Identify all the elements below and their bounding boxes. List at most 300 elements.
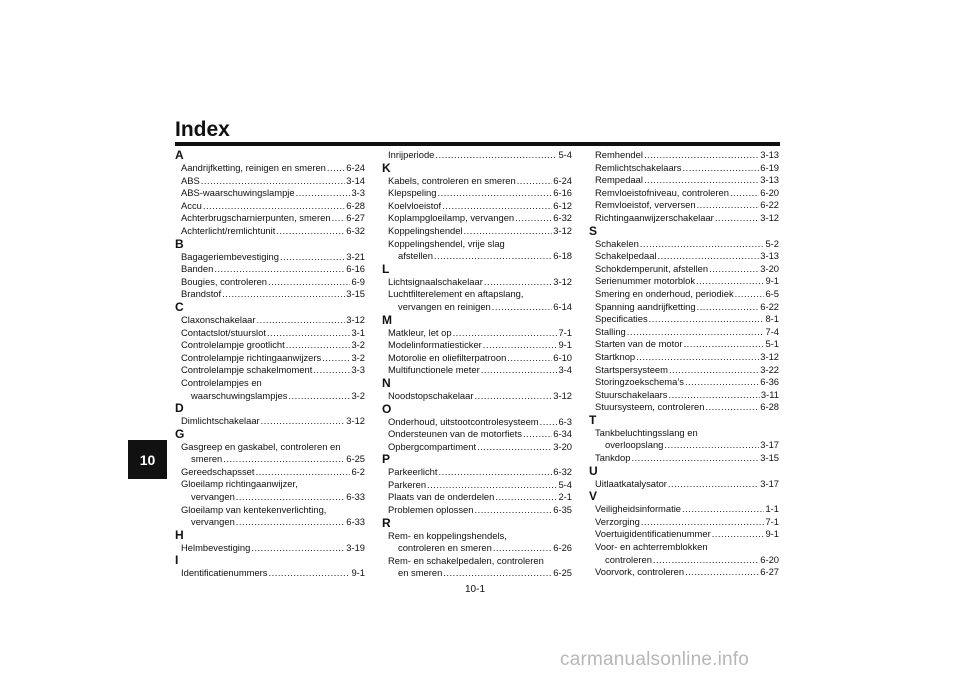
index-letter-heading: S: [589, 223, 598, 238]
index-entry-text: smeren: [191, 453, 223, 465]
index-letter-heading: U: [589, 463, 598, 478]
index-entry-page: 6-25: [346, 453, 365, 465]
index-entry: [178, 441, 365, 454]
dot-leader: [735, 288, 765, 301]
dot-leader: [286, 339, 351, 352]
dot-leader: [268, 276, 350, 289]
dot-leader: [288, 390, 350, 403]
dot-leader: [477, 441, 552, 454]
index-entry: [178, 162, 365, 175]
index-entry: [385, 175, 572, 188]
chapter-tab: 10: [128, 440, 167, 479]
index-entry-page: 3-2: [351, 351, 365, 363]
index-entry-text: Controlelampje schakelmoment: [181, 364, 313, 376]
index-entry-text: Gereedschapsset: [181, 465, 255, 477]
index-entry-page: 3-14: [346, 174, 365, 186]
dot-leader: [437, 187, 552, 200]
index-entry-page: 3-17: [760, 477, 779, 489]
index-entry-page: 3-12: [346, 313, 365, 325]
index-entry-text: Opbergcompartiment: [388, 440, 477, 452]
index-entry-text: Remhendel: [595, 149, 643, 160]
index-entry: [385, 276, 572, 289]
dot-leader: [214, 263, 345, 276]
dot-leader: [715, 212, 759, 225]
dot-leader: [685, 566, 759, 579]
index-entry-page: 6-32: [553, 212, 572, 224]
dot-leader: [641, 516, 765, 529]
index-entry-page: 3-12: [553, 275, 572, 287]
index-entry: [592, 401, 779, 414]
index-entry-page: 3-4: [558, 364, 572, 376]
dot-leader: [653, 554, 759, 567]
index-entry-text: Contactslot/stuurslot: [181, 326, 266, 338]
index-entry-page: 6-24: [346, 162, 365, 173]
index-entry: [385, 441, 572, 454]
index-entry-text: Accu: [181, 199, 202, 211]
index-entry-page: 6-16: [553, 187, 572, 199]
index-entry-text: Bagageriembevestiging: [181, 250, 279, 262]
index-entry-text: Dimlichtschakelaar: [181, 415, 260, 427]
index-entry: [385, 428, 572, 441]
index-entry-page: 6-20: [760, 553, 779, 565]
index-entry-text: Koppelingshendel: [388, 224, 463, 236]
index-entry: [592, 478, 779, 491]
index-column-1: [175, 148, 365, 580]
index-entry-text: Controlelampjes en: [181, 376, 262, 388]
index-entry-text: controleren: [605, 553, 652, 565]
dot-leader: [697, 199, 760, 212]
index-entry: [592, 452, 779, 465]
index-entry-page: 6-26: [553, 542, 572, 554]
index-entry: [592, 541, 779, 554]
index-entry: [385, 491, 572, 504]
index-entry-text: waarschuwingslampjes: [191, 389, 288, 401]
dot-leader: [631, 452, 759, 465]
index-entry: [178, 327, 365, 340]
dot-leader: [640, 238, 765, 251]
index-entry-text: Modelinformatiesticker: [388, 339, 482, 351]
dot-leader: [313, 364, 350, 377]
index-entry-page: 5-4: [558, 149, 572, 160]
watermark: carmanualsonline.info: [560, 649, 750, 670]
index-entry: [592, 288, 779, 301]
page-number: 10-1: [465, 584, 486, 595]
index-entry-text: vervangen: [191, 516, 235, 528]
index-entry-page: 6-19: [760, 161, 779, 173]
index-entry: [385, 479, 572, 492]
index-entry-text: Richtingaanwijzerschakelaar: [595, 211, 714, 223]
dot-leader: [483, 339, 558, 352]
index-entry: [385, 567, 572, 580]
index-entry-text: Starten van de motor: [595, 338, 683, 350]
index-entry: [592, 238, 779, 251]
index-entry-text: Luchtfilterelement en aftapslang,: [388, 288, 524, 300]
index-entry-page: 6-20: [760, 186, 779, 198]
index-entry-text: Noodstopschakelaar: [388, 389, 474, 401]
index-entry: [178, 212, 365, 225]
index-entry-text: Onderhoud, uitstootcontrolesysteem: [388, 415, 539, 427]
dot-leader: [236, 491, 345, 504]
dot-leader: [427, 479, 557, 492]
index-entry-text: Controlelampje grootlicht: [181, 339, 285, 351]
index-entry: [385, 416, 572, 429]
index-entry-text: afstellen: [398, 250, 433, 262]
index-entry-text: ABS: [181, 174, 200, 186]
dot-leader: [636, 351, 759, 364]
dot-leader: [223, 453, 345, 466]
index-entry-text: Remlichtschakelaars: [595, 161, 682, 173]
index-entry-page: 6-33: [346, 491, 365, 503]
index-entry-text: Parkeren: [388, 478, 427, 490]
dot-leader: [627, 326, 765, 339]
dot-leader: [439, 466, 553, 479]
dot-leader: [685, 376, 759, 389]
index-entry-page: 3-12: [553, 224, 572, 236]
index-entry-page: 6-28: [760, 401, 779, 413]
index-entry-page: 6-36: [760, 376, 779, 388]
dot-leader: [668, 389, 759, 402]
index-entry: [592, 516, 779, 529]
index-entry: [178, 504, 365, 517]
index-entry: [592, 301, 779, 314]
dot-leader: [712, 528, 765, 541]
index-entry: [178, 288, 365, 301]
index-entry-page: 3-20: [760, 262, 779, 274]
dot-leader: [669, 364, 759, 377]
dot-leader: [236, 516, 345, 529]
index-letter-heading: L: [382, 261, 390, 276]
index-entry-text: Rem- en schakelpedalen, controleren: [388, 554, 544, 566]
index-entry-text: vervangen en reinigen: [398, 300, 491, 312]
index-entry-text: Smering en onderhoud, periodiek: [595, 287, 734, 299]
index-entry: [385, 149, 572, 162]
index-entry: [592, 326, 779, 339]
dot-leader: [683, 162, 760, 175]
index-entry-text: Klepspeling: [388, 187, 437, 199]
dot-leader: [730, 187, 759, 200]
index-entry-page: 6-27: [346, 212, 365, 224]
index-entry-text: Stuurschakelaars: [595, 388, 668, 400]
dot-leader: [517, 175, 553, 188]
dot-leader: [257, 314, 346, 327]
index-entry-page: 6-24: [553, 174, 572, 186]
index-entry: [385, 212, 572, 225]
index-entry-page: 6-2: [351, 465, 365, 477]
dot-leader: [515, 212, 552, 225]
dot-leader: [668, 478, 759, 491]
index-entry-page: 3-21: [346, 250, 365, 262]
index-entry-text: Brandstof: [181, 288, 222, 300]
index-entry-text: Kabels, controleren en smeren: [388, 174, 516, 186]
index-entry: [178, 276, 365, 289]
index-entry: [592, 566, 779, 579]
index-entry-page: 9-1: [351, 567, 365, 579]
index-entry-text: Schakelen: [595, 237, 639, 249]
index-entry: [592, 427, 779, 440]
page-title: Index: [175, 118, 230, 141]
index-entry: [385, 466, 572, 479]
index-entry: [385, 238, 572, 251]
index-entry-text: Plaats van de onderdelen: [388, 491, 495, 503]
dot-leader: [443, 567, 552, 580]
index-letter-heading: V: [589, 489, 598, 504]
index-entry: [178, 567, 365, 580]
index-entry-text: Lichtsignaalschakelaar: [388, 275, 483, 287]
index-letter-heading: M: [382, 312, 392, 327]
index-entry-page: 3-1: [351, 326, 365, 338]
dot-leader: [705, 401, 759, 414]
index-entry: [385, 390, 572, 403]
index-entry-text: ABS-waarschuwingslampje: [181, 187, 295, 199]
dot-leader: [276, 225, 345, 238]
index-entry: [178, 187, 365, 200]
index-entry: [178, 491, 365, 504]
index-entry-text: Tankbeluchtingsslang en: [595, 426, 698, 438]
index-entry: [592, 376, 779, 389]
index-letter-heading: D: [175, 401, 184, 416]
index-entry: [592, 250, 779, 263]
index-entry: [178, 339, 365, 352]
index-entry-text: Helmbevestiging: [181, 541, 251, 553]
dot-leader: [453, 327, 558, 340]
index-entry-page: 3-15: [346, 288, 365, 300]
index-entry-text: Gloeilamp richtingaanwijzer,: [181, 478, 298, 490]
index-entry-page: 3-2: [351, 389, 365, 401]
index-entry-page: 9-1: [558, 339, 572, 351]
dot-leader: [507, 352, 552, 365]
index-entry: [178, 453, 365, 466]
index-entry-text: Remvloeistofniveau, controleren: [595, 186, 729, 198]
index-entry-text: Voertuigidentificatienummer: [595, 528, 711, 540]
index-entry: [592, 351, 779, 364]
index-entry-text: Gasgreep en gaskabel, controleren en: [181, 440, 341, 452]
index-entry-text: Remvloeistof, verversen: [595, 199, 696, 211]
dot-leader: [203, 200, 345, 213]
index-entry-page: 3-12: [346, 415, 365, 427]
title-underline: [175, 142, 780, 146]
index-entry: [592, 174, 779, 187]
index-entry-page: 5-4: [558, 478, 572, 490]
index-letter-heading: N: [382, 375, 391, 390]
dot-leader: [280, 251, 345, 264]
index-entry-text: Spanning aandrijfketting: [595, 300, 696, 312]
index-entry: [592, 275, 779, 288]
index-entry: [592, 528, 779, 541]
index-entry-page: 7-1: [558, 326, 572, 338]
index-letter-heading: P: [382, 452, 391, 467]
dot-leader: [332, 212, 346, 225]
index-entry-text: Veiligheidsinformatie: [595, 503, 681, 515]
index-entry: [385, 352, 572, 365]
dot-leader: [697, 301, 760, 314]
index-entry: [385, 187, 572, 200]
index-entry: [385, 250, 572, 263]
index-entry: [178, 352, 365, 365]
index-entry-text: Identificatienummers: [181, 567, 268, 579]
index-entry-text: Achterlicht/remlichtunit: [181, 224, 276, 236]
index-entry: [592, 212, 779, 225]
index-entry-page: 5-2: [765, 237, 779, 249]
index-entry-text: Parkeerlicht: [388, 466, 438, 478]
index-entry: [385, 288, 572, 301]
index-entry: [178, 516, 365, 529]
index-entry: [178, 251, 365, 264]
index-entry: [592, 364, 779, 377]
index-entry-page: 7-1: [765, 515, 779, 527]
index-entry: [592, 187, 779, 200]
index-entry-page: 5-1: [765, 338, 779, 350]
index-entry-page: 3-13: [760, 250, 779, 262]
index-entry-text: Verzorging: [595, 515, 640, 527]
index-entry-text: Schokdemperunit, afstellen: [595, 262, 709, 274]
index-entry-page: 6-32: [346, 224, 365, 236]
index-entry-text: Koplampgloeilamp, vervangen: [388, 212, 515, 224]
index-letter-heading: I: [175, 553, 179, 568]
index-entry-text: Bougies, controleren: [181, 275, 267, 287]
index-entry-text: Motorolie en oliefilterpatroon: [388, 351, 507, 363]
index-entry: [592, 263, 779, 276]
index-entry-page: 3-13: [760, 174, 779, 186]
dot-leader: [495, 491, 557, 504]
index-letter-heading: C: [175, 299, 184, 314]
dot-leader: [540, 416, 558, 429]
index-entry-page: 6-28: [346, 199, 365, 211]
dot-leader: [696, 275, 764, 288]
index-entry-page: 6-22: [760, 300, 779, 312]
dot-leader: [644, 149, 759, 162]
dot-leader: [267, 327, 351, 340]
index-entry-page: 1-1: [765, 503, 779, 515]
index-entry: [592, 199, 779, 212]
index-entry: [592, 338, 779, 351]
index-entry-text: Stuursysteem, controleren: [595, 401, 705, 413]
index-entry-page: 6-33: [346, 516, 365, 528]
index-entry-page: 3-12: [553, 389, 572, 401]
index-entry: [385, 530, 572, 543]
index-entry-text: Achterbrugscharnierpunten, smeren: [181, 212, 331, 224]
index-letter-heading: T: [589, 412, 597, 427]
index-column-3: [589, 149, 779, 579]
index-entry-page: 3-19: [346, 541, 365, 553]
dot-leader: [481, 364, 558, 377]
index-entry-page: 7-4: [765, 325, 779, 337]
index-entry: [178, 225, 365, 238]
index-entry-page: 9-1: [765, 528, 779, 540]
index-entry-text: controleren en smeren: [398, 542, 492, 554]
dot-leader: [435, 149, 557, 162]
dot-leader: [658, 250, 760, 263]
dot-leader: [464, 225, 553, 238]
index-entry-page: 3-3: [351, 364, 365, 376]
index-entry-text: Voor- en achterremblokken: [595, 541, 708, 553]
index-entry-page: 3-3: [351, 187, 365, 199]
index-entry: [385, 339, 572, 352]
index-entry-text: Koppelingshendel, vrije slag: [388, 237, 505, 249]
index-entry: [178, 364, 365, 377]
index-entry-page: 3-2: [351, 339, 365, 351]
index-entry: [178, 175, 365, 188]
index-entry: [178, 263, 365, 276]
index-entry-page: 6-9: [351, 275, 365, 287]
dot-leader: [434, 250, 552, 263]
dot-leader: [682, 503, 764, 516]
index-entry: [592, 149, 779, 162]
dot-leader: [327, 162, 345, 175]
index-entry-page: 3-13: [760, 149, 779, 160]
index-entry: [178, 200, 365, 213]
index-entry-text: overloopslang: [605, 439, 664, 451]
index-entry-page: 6-5: [765, 287, 779, 299]
index-entry-text: Aandrijfketting, reinigen en smeren: [181, 162, 326, 173]
dot-leader: [261, 415, 346, 428]
index-entry-text: Ondersteunen van de motorfiets: [388, 428, 522, 440]
index-entry-page: 6-10: [553, 351, 572, 363]
index-entry-page: 3-22: [760, 363, 779, 375]
index-entry-text: Claxonschakelaar: [181, 313, 256, 325]
index-entry: [592, 162, 779, 175]
dot-leader: [492, 301, 552, 314]
index-entry-text: Rempedaal: [595, 174, 643, 186]
dot-leader: [474, 504, 552, 517]
index-entry-text: Voorvork, controleren: [595, 566, 685, 578]
index-entry-page: 6-14: [553, 300, 572, 312]
index-entry-text: Gloeilamp van kentekenverlichting,: [181, 503, 327, 515]
index-entry: [385, 301, 572, 314]
index-entry-text: Inrijperiode: [388, 149, 435, 160]
dot-leader: [269, 567, 351, 580]
index-letter-heading: G: [175, 426, 185, 441]
index-entry-text: Storingzoekschema’s: [595, 376, 684, 388]
dot-leader: [251, 542, 345, 555]
index-entry: [178, 542, 365, 555]
index-entry: [178, 377, 365, 390]
index-entry-page: 3-17: [760, 439, 779, 451]
index-entry-page: 6-16: [346, 263, 365, 275]
dot-leader: [644, 174, 759, 187]
index-entry-text: Schakelpedaal: [595, 250, 657, 262]
index-letter-heading: R: [382, 515, 391, 530]
index-entry-page: 6-22: [760, 199, 779, 211]
index-letter-heading: K: [382, 160, 391, 175]
index-entry-text: Problemen oplossen: [388, 504, 474, 516]
index-entry: [385, 364, 572, 377]
index-entry-text: Tankdop: [595, 452, 631, 464]
index-entry: [592, 389, 779, 402]
dot-leader: [474, 390, 552, 403]
index-letter-heading: H: [175, 527, 184, 542]
index-entry: [592, 313, 779, 326]
dot-leader: [255, 466, 350, 479]
index-entry-page: 3-12: [760, 211, 779, 223]
index-entry: [178, 466, 365, 479]
index-entry: [385, 504, 572, 517]
index-entry: [178, 390, 365, 403]
dot-leader: [649, 313, 765, 326]
dot-leader: [684, 338, 765, 351]
index-entry-text: Specificaties: [595, 313, 648, 325]
index-entry-page: 6-32: [553, 466, 572, 478]
index-entry-page: 3-20: [553, 440, 572, 452]
dot-leader: [442, 200, 552, 213]
dot-leader: [322, 352, 350, 365]
index-entry-text: vervangen: [191, 491, 235, 503]
index-entry-text: Startknop: [595, 350, 636, 362]
dot-leader: [493, 542, 552, 555]
index-letter-heading: O: [382, 401, 392, 416]
index-entry-text: Koelvloeistof: [388, 199, 442, 211]
index-entry-page: 9-1: [765, 275, 779, 287]
index-entry-page: 6-34: [553, 428, 572, 440]
